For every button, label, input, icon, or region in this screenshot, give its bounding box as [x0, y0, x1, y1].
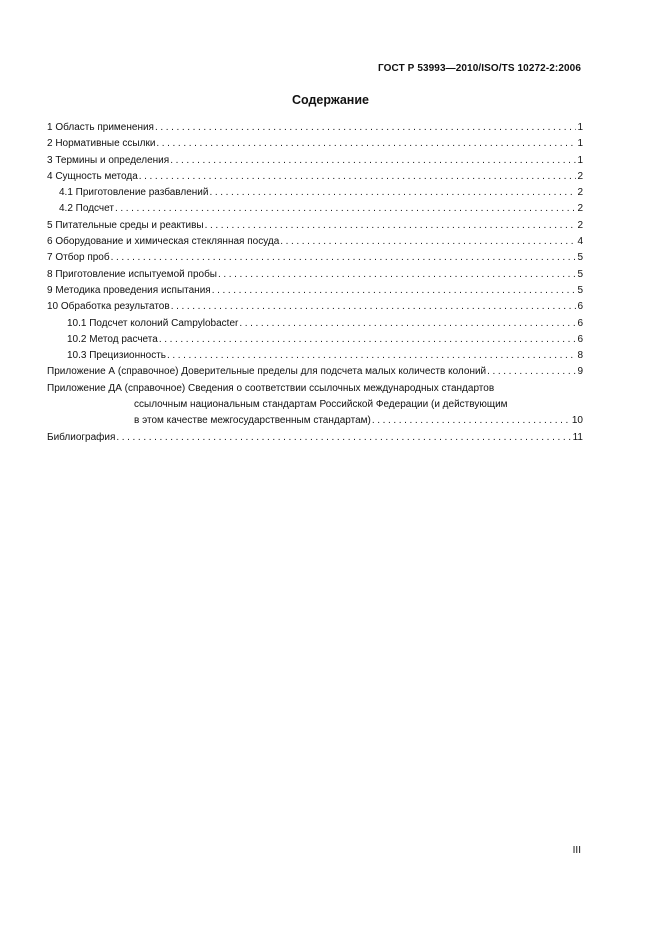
toc-entry-label: 10.2 Метод расчета	[67, 333, 158, 345]
toc-leader-dots	[171, 299, 577, 315]
toc-leader-dots	[372, 413, 571, 429]
toc-entry-label: 4.1 Приготовление разбавлений	[59, 187, 209, 199]
toc-entry-label: 10 Обработка результатов	[47, 301, 170, 313]
toc-entry-label: 8 Приготовление испытуемой пробы	[47, 268, 217, 280]
toc-entry-label: 3 Термины и определения	[47, 154, 170, 166]
toc-entry-9[interactable]	[47, 283, 583, 299]
toc-entry-page: 5	[577, 284, 583, 296]
toc-entry-bibliography[interactable]	[47, 430, 583, 446]
toc-entry-1[interactable]	[47, 120, 583, 136]
toc-entry-appendix-a[interactable]	[47, 364, 583, 380]
toc-entry-10[interactable]	[47, 299, 583, 315]
toc-entry-page: 2	[577, 170, 583, 182]
toc-leader-dots	[139, 169, 577, 185]
toc-entry-line	[47, 413, 583, 429]
toc-entry-appendix-da[interactable]	[47, 381, 583, 430]
toc-leader-dots	[156, 136, 576, 152]
toc-entry-label: Библиография	[47, 431, 116, 443]
toc-entry-line	[47, 381, 583, 397]
toc-entry-5[interactable]	[47, 218, 583, 234]
toc-leader-dots	[209, 185, 576, 201]
toc-entry-page: 6	[577, 333, 583, 345]
toc-leader-dots	[205, 218, 577, 234]
toc-entry-label: Приложение ДА (справочное) Сведения о соответствии ссылочных международных стандартов	[47, 382, 495, 394]
toc-leader-dots	[212, 283, 577, 299]
toc-entry-page: 2	[577, 203, 583, 215]
toc-entry-line	[47, 397, 583, 413]
toc-entry-label: 2 Нормативные ссылки	[47, 138, 156, 150]
toc-leader-dots	[280, 234, 576, 250]
toc-entry-label: 4.2 Подсчет	[59, 203, 114, 215]
toc-leader-dots	[167, 348, 576, 364]
toc-entry-page: 6	[577, 301, 583, 313]
toc-entry-page: 1	[577, 122, 583, 133]
toc-leader-dots	[115, 201, 576, 217]
toc-entry-7[interactable]	[47, 250, 583, 266]
toc-entry-page: 9	[577, 366, 583, 378]
page-number: III	[572, 845, 581, 856]
toc-leader-dots	[170, 153, 576, 169]
toc-entry-page: 1	[577, 138, 583, 150]
toc-entry-page: 6	[577, 317, 583, 329]
toc-entry-label: 10.3 Прецизионность	[67, 350, 166, 362]
document-header: ГОСТ Р 53993—2010/ISO/TS 10272-2:2006	[378, 63, 581, 74]
toc-entry-page: 2	[577, 187, 583, 199]
page-title: Содержание	[291, 93, 369, 107]
toc-entry-label: 10.1 Подсчет колоний Campylobacter	[67, 317, 239, 329]
toc-entry-page: 5	[577, 252, 583, 264]
toc-entry-page: 11	[572, 431, 583, 443]
toc-leader-dots	[218, 267, 576, 283]
toc-entry-page: 10	[571, 415, 583, 427]
toc-leader-dots	[155, 120, 576, 136]
toc-entry-label: 6 Оборудование и химическая стеклянная посуда	[47, 236, 280, 248]
toc-entry-label: 9 Методика проведения испытания	[47, 284, 211, 296]
toc-entry-label-continued: в этом качестве межгосударственным стандартам)	[134, 415, 371, 427]
toc-leader-dots	[239, 316, 576, 332]
toc-entry-6[interactable]	[47, 234, 583, 250]
toc-entry-page: 5	[577, 268, 583, 280]
toc-entry-label: 1 Область применения	[47, 122, 154, 133]
toc-entry-page: 2	[577, 219, 583, 231]
toc-entry-label: 4 Сущность метода	[47, 170, 138, 182]
toc-leader-dots	[111, 250, 577, 266]
toc-entry-2[interactable]	[47, 136, 583, 152]
toc-entry-page: 8	[577, 350, 583, 362]
toc-entry-10-1[interactable]	[47, 316, 583, 332]
toc-entry-4[interactable]	[47, 169, 583, 185]
toc-entry-label: 5 Питательные среды и реактивы	[47, 219, 204, 231]
toc-leader-dots	[487, 364, 576, 380]
toc-entry-10-3[interactable]	[47, 348, 583, 364]
toc-entry-3[interactable]	[47, 153, 583, 169]
toc-leader-dots	[116, 430, 571, 446]
toc-entry-page: 1	[577, 154, 583, 166]
toc-entry-label-continued: ссылочным национальным стандартам Российской Федерации (и действующим	[134, 399, 508, 411]
toc-entry-10-2[interactable]	[47, 332, 583, 348]
toc-entry-page: 4	[577, 236, 583, 248]
toc-entry-4-2[interactable]	[47, 201, 583, 217]
toc-entry-label: Приложение А (справочное) Доверительные пределы для подсчета малых количеств колоний	[47, 366, 487, 378]
toc-leader-dots	[159, 332, 577, 348]
toc-entry-label: 7 Отбор проб	[47, 252, 110, 264]
toc-entry-8[interactable]	[47, 267, 583, 283]
toc-entry-4-1[interactable]	[47, 185, 583, 201]
table-of-contents	[47, 120, 583, 446]
